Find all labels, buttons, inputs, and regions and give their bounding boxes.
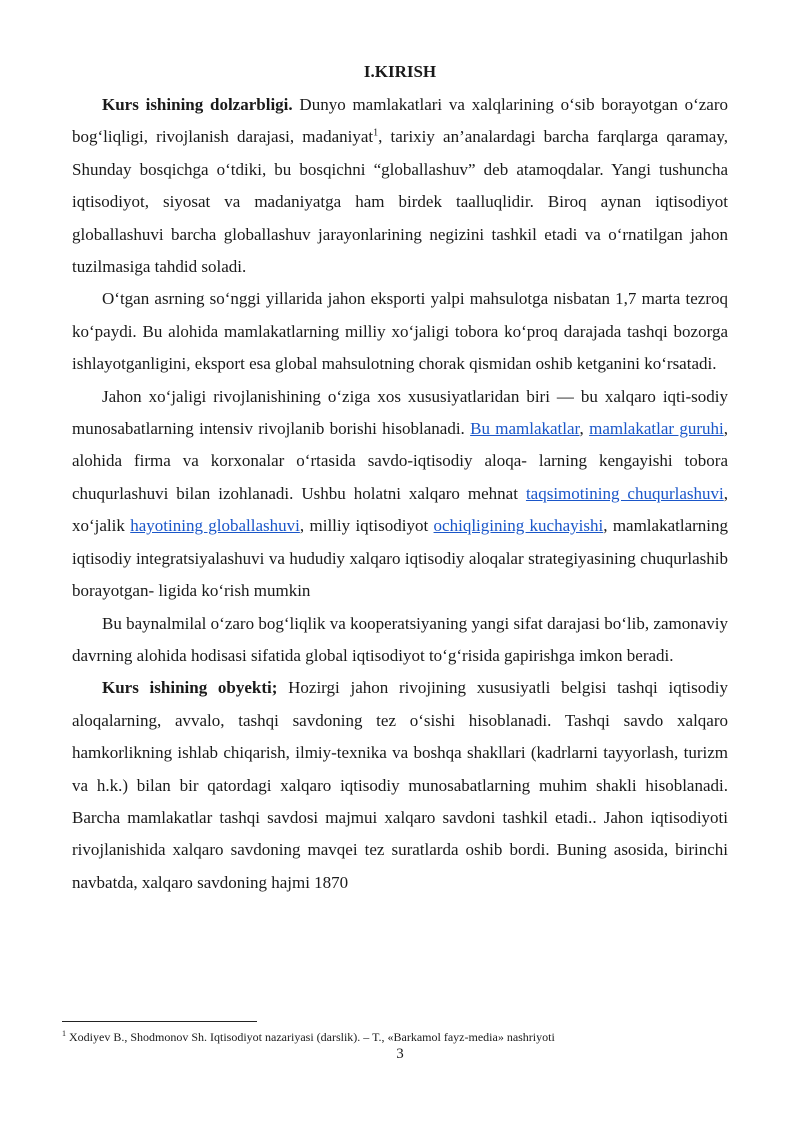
relevance-label: Kurs ishining dolzarbligi.	[102, 95, 293, 114]
paragraph-object	[72, 672, 728, 899]
world-economy-text-1: Jahon xo‘jaligi rivojlanishining o‘ziga xos xususiyatlaridan biri — bu xalqaro iqti-sodiy munosabatlarning intensiv rivojlanib borishi hisoblanadi.	[72, 386, 728, 439]
section-heading: I.KIRISH	[363, 62, 437, 81]
object-label: Kurs ishining obyekti;	[102, 678, 278, 698]
paragraph-relevance	[72, 89, 728, 283]
object-text: Hozirgi jahon rivojining xususiyatli belgisi tashqi iqtisodiy aloqalarning, avvalo, tashqi savdoning tez o‘sishi hisoblanadi. Tashqi savdo xalqaro hamkorlikning ishlab chiqarish, ilmiy-texnika va boshqa shakllari (kadrlarni tayyorlash, turizm va h.k.) bilan bir qatordagi xalqaro iqtisodiy munosabatlarning muhim shakli hisoblanadi. Barcha mamlakatlar tashqi savdosi majmui xalqaro savdoni tashkil etadi.. Jahon iqtisodiyoti rivojlanishida xalqaro savdoning mavqei tez suratlarda oshib bordi. Buning asosida, birinchi navbatda, xalqaro savdoning hajmi 1870	[72, 678, 728, 892]
relevance-text-1: Dunyo mamlakatlari va xalqlarining o‘sib borayotgan o‘zaro bog‘liqligi, rivojlanish darajasi, madaniyat	[72, 95, 728, 147]
body-text	[72, 89, 728, 899]
paragraph-world-economy	[72, 381, 728, 608]
footnote-text: Xodiyev B., Shodmonov Sh. Iqtisodiyot nazariyasi (darslik). – T., «Barkamol fayz-media» nashriyoti	[66, 1030, 555, 1044]
world-economy-text-3: , alohida firma va korxonalar o‘rtasida savdo-iqtisodiy aloqa- larning kengayishi tobora chuqurlashuvi bilan izohlanadi. Ushbu holatni xalqaro mehnat	[72, 419, 728, 503]
world-economy-text-5: , milliy iqtisodiyot	[299, 516, 434, 536]
relevance-text-2: , tarixiy an’analardagi barcha farqlarga qaramay, Shunday bosqichga o‘tdiki, bu bosqichni “globallashuv” deb atamoqdalar. Yangi tushuncha iqtisodiyot, siyosat va madaniyatga ham birdek taalluqlidir. Biroq aynan iqtisodiyot globallashuvi barcha globallashuv jarayonlarining negizini tashkil etadi va o‘rnatilgan jahon tuzilmasiga tahdid soladi.	[72, 127, 728, 277]
world-economy-text-2: ,	[579, 419, 590, 439]
link-ochiqligining-kuchayishi[interactable]: ochiqligining kuchayishi	[433, 516, 604, 536]
link-hayotining-globallashuvi[interactable]: hayotining globallashuvi	[130, 516, 300, 536]
footnote-ref[interactable]: 1	[373, 127, 379, 139]
paragraph-export: O‘tgan asrning so‘nggi yillarida jahon eksporti yalpi mahsulotga nisbatan 1,7 marta tezroq ko‘paydi. Bu alohida mamlakatlarning milliy xo‘jaligi tobora ko‘proq darajada tashqi bozorga ishlayotganligini, eksport esa global mahsulotning chorak qismidan oshib ketganini ko‘rsatadi.	[72, 289, 728, 374]
footnote-mark: 1	[62, 1029, 66, 1038]
page-number: 3	[396, 1046, 404, 1062]
link-taqsimotining-chuqurlashuvi[interactable]: taqsimotining chuqurlashuvi	[525, 483, 724, 503]
link-mamlakatlar-guruhi[interactable]: mamlakatlar guruhi	[589, 419, 724, 439]
footnote-divider	[62, 1021, 257, 1022]
world-economy-text-4: , xo‘jalik	[72, 483, 728, 536]
footnote	[62, 1029, 742, 1045]
paragraph-interdependence: Bu baynalmilal o‘zaro bog‘liqlik va kooperatsiyaning yangi sifat darajasi bo‘lib, zamonaviy davrning alohida hodisasi sifatida global iqtisodiyot to‘g‘risida gapirishga imkon beradi.	[72, 613, 728, 665]
world-economy-text-6: , mamlakatlarning iqtisodiy integratsiyalashuvi va hududiy xalqaro iqtisodiy aloqalar strategiyasining chuqurlashib borayotgan- ligida ko‘rish mumkin	[72, 516, 728, 601]
link-bu-mamlakatlar[interactable]: Bu mamlakatlar	[470, 419, 580, 439]
